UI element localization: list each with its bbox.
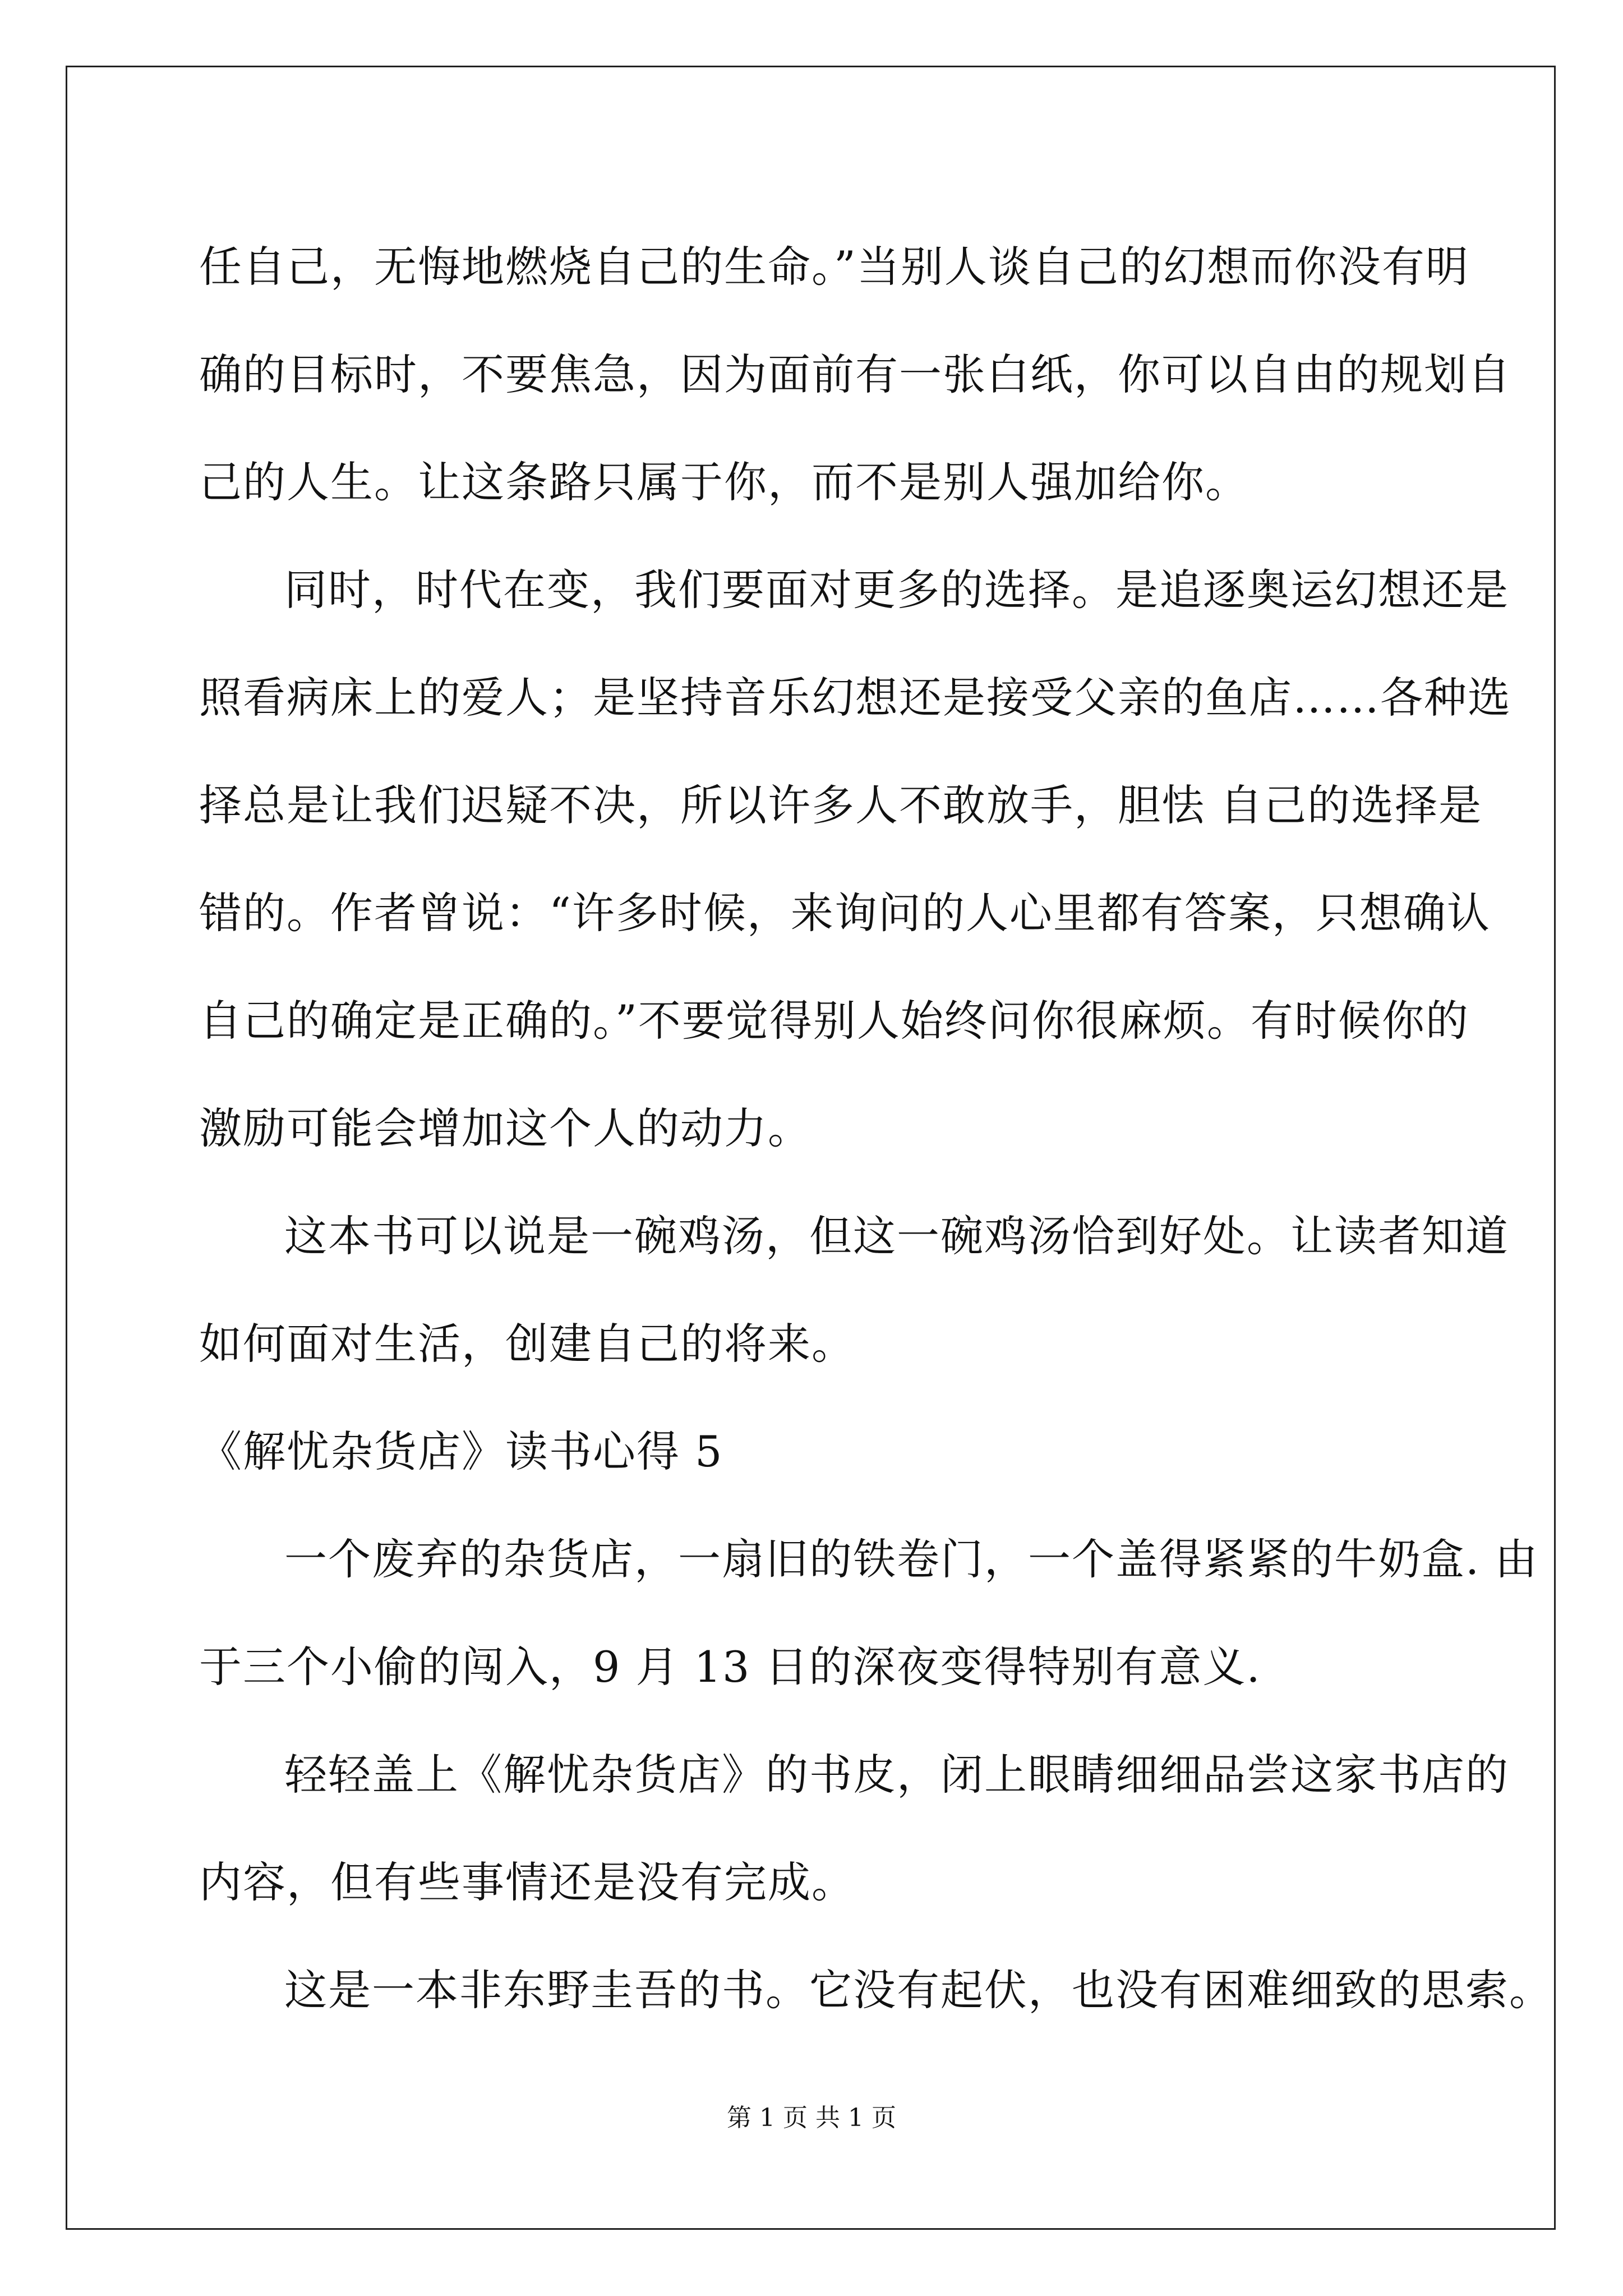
text-line-7: 错的。作者曾说：“许多时候，来询问的人心里都有答案，只想确认 <box>199 888 1491 938</box>
text-line-9: 激励可能会增加这个人的动力。 <box>199 1103 811 1153</box>
section-heading: 《解忧杂货店》读书心得 5 <box>199 1427 723 1476</box>
document-body <box>199 213 1553 2044</box>
text-line-13: 一个废弃的杂货店，一扇旧的铁卷门，一个盖得紧紧的牛奶盒. 由 <box>284 1534 1539 1584</box>
text-line-14: 于三个小偷的闯入，9 月 13 日的深夜变得特别有意义. <box>199 1642 1261 1692</box>
text-line-6: 择总是让我们迟疑不决，所以许多人不敢放手，胆怯 自己的选择是 <box>199 780 1483 830</box>
text-line-1: 任自己，无悔地燃烧自己的生命。”当别人谈自己的幻想而你没有明 <box>199 242 1469 292</box>
text-line-8: 自己的确定是正确的。”不要觉得别人始终问你很麻烦。有时候你的 <box>199 996 1469 1046</box>
text-line-2: 确的目标时，不要焦急，因为面前有一张白纸，你可以自由的规划自 <box>199 349 1511 399</box>
text-line-10: 这本书可以说是一碗鸡汤，但这一碗鸡汤恰到好处。让读者知道 <box>284 1211 1509 1261</box>
text-line-5: 照看病床上的爱人；是坚持音乐幻想还是接受父亲的鱼店……各种选 <box>199 673 1511 723</box>
text-line-3: 己的人生。让这条路只属于你，而不是别人强加给你。 <box>199 457 1249 507</box>
text-line-16: 内容，但有些事情还是没有完成。 <box>199 1857 855 1907</box>
text-line-15: 轻轻盖上《解忧杂货店》的书皮，闭上眼睛细细品尝这家书店的 <box>284 1750 1509 1800</box>
text-line-11: 如何面对生活，创建自己的将来。 <box>199 1319 855 1369</box>
page-number-footer: 第 1 页 共 1 页 <box>727 2104 896 2132</box>
text-line-17: 这是一本非东野圭吾的书。它没有起伏，也没有困难细致的思索。 <box>284 1965 1553 2015</box>
text-line-4: 同时，时代在变，我们要面对更多的选择。是追逐奥运幻想还是 <box>284 565 1509 615</box>
